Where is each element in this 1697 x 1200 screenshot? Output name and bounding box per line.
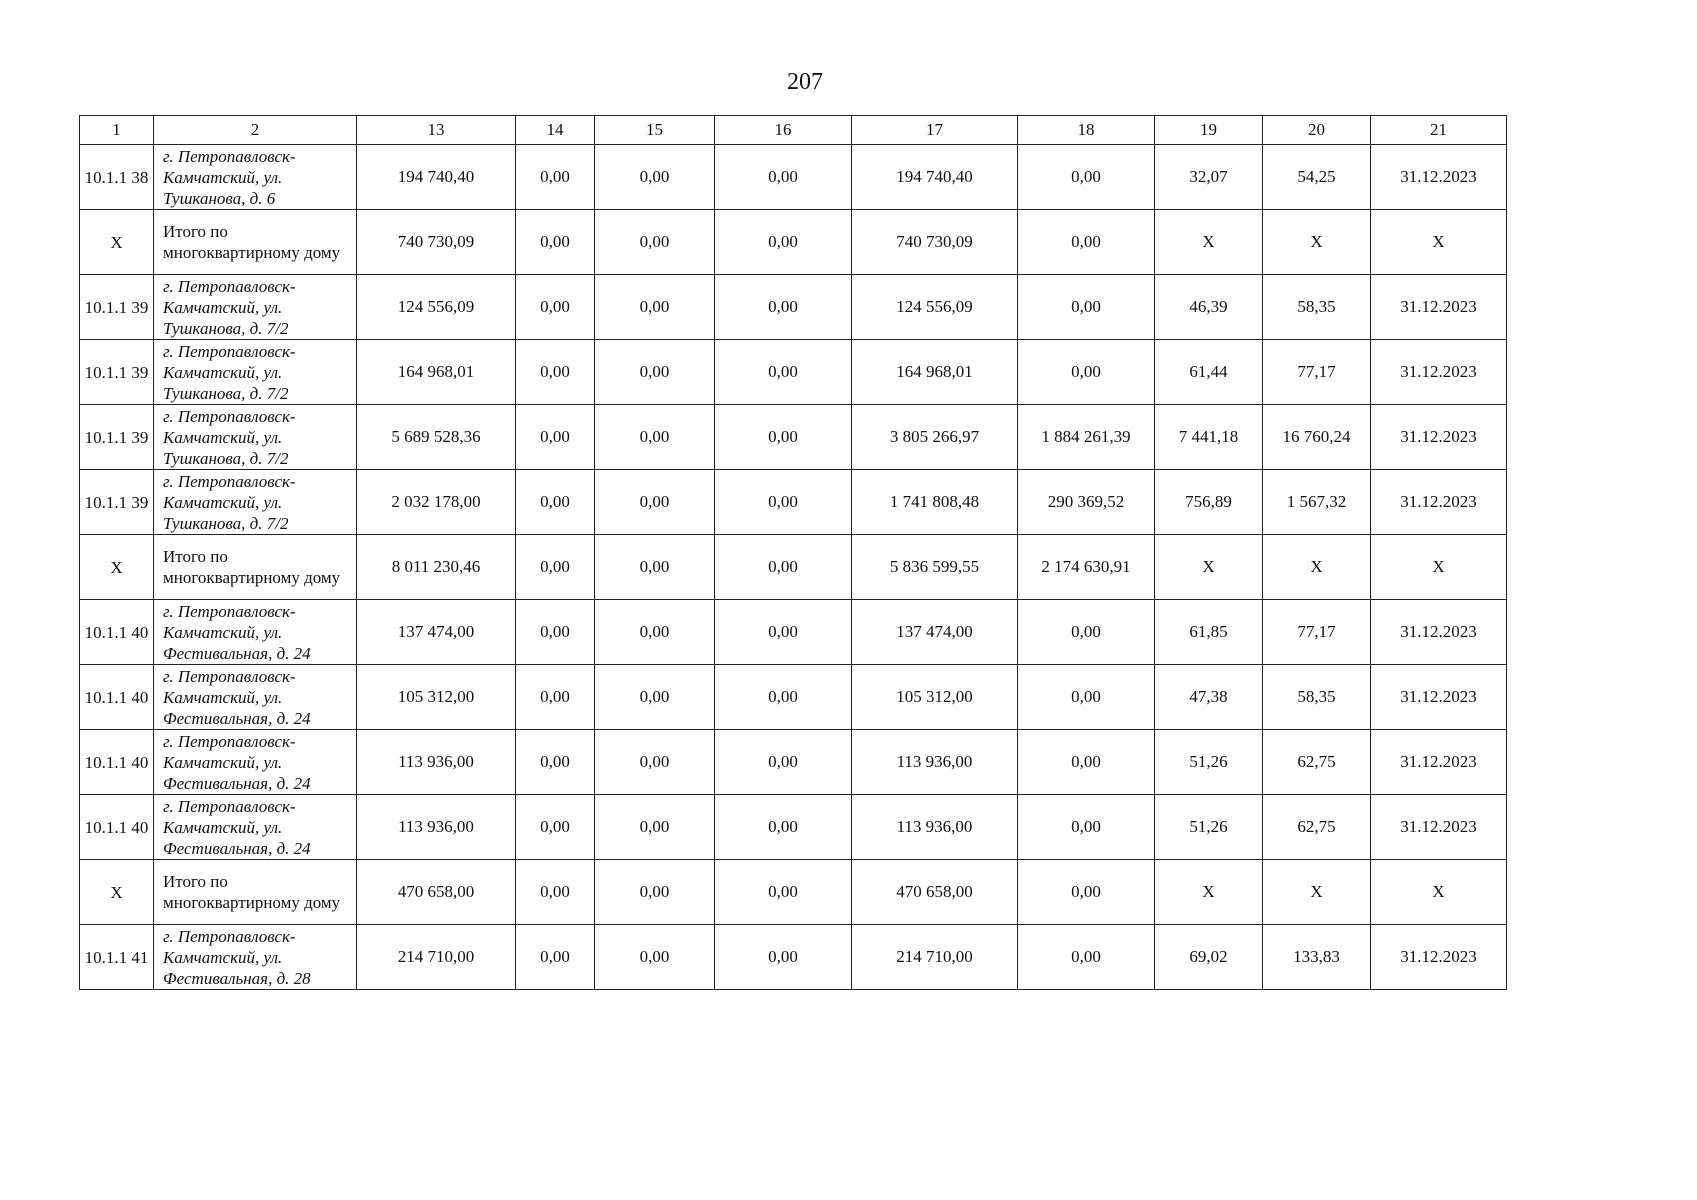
col-18-cell: 0,00	[1018, 340, 1155, 405]
address-cell: г. Петропавловск-Камчатский, ул. Тушканова, д. 7/2	[154, 470, 357, 535]
col-20-cell: X	[1263, 860, 1371, 925]
col-16-cell: 0,00	[715, 470, 852, 535]
col-16-cell: 0,00	[715, 535, 852, 600]
col-19-cell: X	[1155, 860, 1263, 925]
col-15-cell: 0,00	[595, 795, 715, 860]
col-20-cell: 16 760,24	[1263, 405, 1371, 470]
address-cell: г. Петропавловск-Камчатский, ул. Тушканова, д. 7/2	[154, 340, 357, 405]
col-16-cell: 0,00	[715, 600, 852, 665]
col-19-cell: X	[1155, 535, 1263, 600]
col-17-cell: 740 730,09	[852, 210, 1018, 275]
col-20-cell: 133,83	[1263, 925, 1371, 990]
col-13-cell: 194 740,40	[357, 145, 516, 210]
col-13-cell: 214 710,00	[357, 925, 516, 990]
date-cell: 31.12.2023	[1371, 340, 1507, 405]
col-14-cell: 0,00	[516, 665, 595, 730]
col-17-cell: 1 741 808,48	[852, 470, 1018, 535]
table-row	[80, 145, 1507, 210]
address-cell: г. Петропавловск-Камчатский, ул. Тушканова, д. 7/2	[154, 275, 357, 340]
col-17-cell: 470 658,00	[852, 860, 1018, 925]
row-number-cell: 10.1.1 40	[80, 795, 154, 860]
row-number-cell: X	[80, 210, 154, 275]
col-16-cell: 0,00	[715, 730, 852, 795]
col-18-cell: 0,00	[1018, 210, 1155, 275]
col-16-cell: 0,00	[715, 210, 852, 275]
header-row	[80, 116, 1507, 145]
header-cell: 20	[1263, 116, 1371, 145]
col-17-cell: 194 740,40	[852, 145, 1018, 210]
address-cell: г. Петропавловск-Камчатский, ул. Фестивальная, д. 24	[154, 600, 357, 665]
date-cell: 31.12.2023	[1371, 275, 1507, 340]
col-15-cell: 0,00	[595, 145, 715, 210]
header-cell: 14	[516, 116, 595, 145]
row-number-cell: 10.1.1 41	[80, 925, 154, 990]
table-row	[80, 665, 1507, 730]
col-19-cell: 61,44	[1155, 340, 1263, 405]
col-16-cell: 0,00	[715, 275, 852, 340]
address-cell: Итого по многоквартирному дому	[154, 210, 357, 275]
register-table	[79, 115, 1507, 990]
col-17-cell: 124 556,09	[852, 275, 1018, 340]
date-cell: X	[1371, 535, 1507, 600]
header-cell: 13	[357, 116, 516, 145]
col-13-cell: 5 689 528,36	[357, 405, 516, 470]
row-number-cell: 10.1.1 38	[80, 145, 154, 210]
col-17-cell: 113 936,00	[852, 795, 1018, 860]
col-16-cell: 0,00	[715, 405, 852, 470]
col-18-cell: 0,00	[1018, 145, 1155, 210]
col-19-cell: 47,38	[1155, 665, 1263, 730]
row-number-cell: 10.1.1 40	[80, 665, 154, 730]
date-cell: 31.12.2023	[1371, 600, 1507, 665]
col-14-cell: 0,00	[516, 730, 595, 795]
page-number: 207	[787, 69, 823, 95]
col-15-cell: 0,00	[595, 535, 715, 600]
col-15-cell: 0,00	[595, 340, 715, 405]
col-14-cell: 0,00	[516, 535, 595, 600]
col-13-cell: 470 658,00	[357, 860, 516, 925]
col-16-cell: 0,00	[715, 340, 852, 405]
col-15-cell: 0,00	[595, 470, 715, 535]
col-20-cell: 54,25	[1263, 145, 1371, 210]
col-18-cell: 0,00	[1018, 665, 1155, 730]
col-14-cell: 0,00	[516, 600, 595, 665]
col-13-cell: 137 474,00	[357, 600, 516, 665]
col-18-cell: 0,00	[1018, 925, 1155, 990]
address-cell: Итого по многоквартирному дому	[154, 535, 357, 600]
col-16-cell: 0,00	[715, 795, 852, 860]
header-cell: 2	[154, 116, 357, 145]
col-20-cell: 62,75	[1263, 795, 1371, 860]
col-16-cell: 0,00	[715, 925, 852, 990]
col-16-cell: 0,00	[715, 860, 852, 925]
col-20-cell: 62,75	[1263, 730, 1371, 795]
table-row	[80, 600, 1507, 665]
table-row	[80, 730, 1507, 795]
address-cell: г. Петропавловск-Камчатский, ул. Тушканова, д. 7/2	[154, 405, 357, 470]
header-cell: 16	[715, 116, 852, 145]
col-13-cell: 8 011 230,46	[357, 535, 516, 600]
table-row	[80, 925, 1507, 990]
date-cell: X	[1371, 210, 1507, 275]
col-14-cell: 0,00	[516, 925, 595, 990]
col-18-cell: 0,00	[1018, 795, 1155, 860]
table-row	[80, 795, 1507, 860]
col-18-cell: 1 884 261,39	[1018, 405, 1155, 470]
col-17-cell: 5 836 599,55	[852, 535, 1018, 600]
col-19-cell: 32,07	[1155, 145, 1263, 210]
header-cell: 21	[1371, 116, 1507, 145]
date-cell: 31.12.2023	[1371, 795, 1507, 860]
col-14-cell: 0,00	[516, 340, 595, 405]
col-14-cell: 0,00	[516, 210, 595, 275]
date-cell: 31.12.2023	[1371, 665, 1507, 730]
date-cell: 31.12.2023	[1371, 470, 1507, 535]
row-number-cell: 10.1.1 40	[80, 600, 154, 665]
row-number-cell: 10.1.1 39	[80, 405, 154, 470]
col-15-cell: 0,00	[595, 405, 715, 470]
row-number-cell: X	[80, 860, 154, 925]
col-13-cell: 113 936,00	[357, 795, 516, 860]
col-15-cell: 0,00	[595, 210, 715, 275]
col-13-cell: 113 936,00	[357, 730, 516, 795]
col-20-cell: 58,35	[1263, 275, 1371, 340]
col-18-cell: 0,00	[1018, 600, 1155, 665]
col-19-cell: 51,26	[1155, 730, 1263, 795]
col-17-cell: 105 312,00	[852, 665, 1018, 730]
col-19-cell: 7 441,18	[1155, 405, 1263, 470]
header-cell: 1	[80, 116, 154, 145]
header-cell: 18	[1018, 116, 1155, 145]
col-14-cell: 0,00	[516, 145, 595, 210]
col-18-cell: 0,00	[1018, 730, 1155, 795]
total-row	[80, 535, 1507, 600]
table-row	[80, 405, 1507, 470]
header-cell: 15	[595, 116, 715, 145]
date-cell: X	[1371, 860, 1507, 925]
date-cell: 31.12.2023	[1371, 405, 1507, 470]
col-15-cell: 0,00	[595, 925, 715, 990]
date-cell: 31.12.2023	[1371, 730, 1507, 795]
col-18-cell: 2 174 630,91	[1018, 535, 1155, 600]
col-13-cell: 124 556,09	[357, 275, 516, 340]
col-19-cell: 756,89	[1155, 470, 1263, 535]
col-13-cell: 164 968,01	[357, 340, 516, 405]
col-17-cell: 113 936,00	[852, 730, 1018, 795]
col-20-cell: 77,17	[1263, 340, 1371, 405]
col-20-cell: X	[1263, 210, 1371, 275]
col-17-cell: 137 474,00	[852, 600, 1018, 665]
address-cell: г. Петропавловск-Камчатский, ул. Тушканова, д. 6	[154, 145, 357, 210]
date-cell: 31.12.2023	[1371, 925, 1507, 990]
row-number-cell: 10.1.1 40	[80, 730, 154, 795]
table-row	[80, 470, 1507, 535]
col-15-cell: 0,00	[595, 665, 715, 730]
address-cell: г. Петропавловск-Камчатский, ул. Фестивальная, д. 28	[154, 925, 357, 990]
table-body	[80, 116, 1507, 990]
col-19-cell: 69,02	[1155, 925, 1263, 990]
date-cell: 31.12.2023	[1371, 145, 1507, 210]
col-14-cell: 0,00	[516, 795, 595, 860]
col-20-cell: X	[1263, 535, 1371, 600]
col-19-cell: 61,85	[1155, 600, 1263, 665]
header-cell: 17	[852, 116, 1018, 145]
table-row	[80, 340, 1507, 405]
row-number-cell: 10.1.1 39	[80, 470, 154, 535]
col-13-cell: 740 730,09	[357, 210, 516, 275]
row-number-cell: X	[80, 535, 154, 600]
col-19-cell: 51,26	[1155, 795, 1263, 860]
total-row	[80, 860, 1507, 925]
col-15-cell: 0,00	[595, 600, 715, 665]
col-17-cell: 3 805 266,97	[852, 405, 1018, 470]
col-16-cell: 0,00	[715, 145, 852, 210]
col-20-cell: 1 567,32	[1263, 470, 1371, 535]
col-15-cell: 0,00	[595, 860, 715, 925]
table-row	[80, 275, 1507, 340]
col-14-cell: 0,00	[516, 275, 595, 340]
col-17-cell: 214 710,00	[852, 925, 1018, 990]
col-16-cell: 0,00	[715, 665, 852, 730]
col-20-cell: 77,17	[1263, 600, 1371, 665]
address-cell: г. Петропавловск-Камчатский, ул. Фестивальная, д. 24	[154, 795, 357, 860]
address-cell: г. Петропавловск-Камчатский, ул. Фестивальная, д. 24	[154, 730, 357, 795]
total-row	[80, 210, 1507, 275]
col-14-cell: 0,00	[516, 405, 595, 470]
row-number-cell: 10.1.1 39	[80, 340, 154, 405]
header-cell: 19	[1155, 116, 1263, 145]
col-13-cell: 105 312,00	[357, 665, 516, 730]
col-18-cell: 0,00	[1018, 275, 1155, 340]
col-17-cell: 164 968,01	[852, 340, 1018, 405]
col-15-cell: 0,00	[595, 275, 715, 340]
address-cell: Итого по многоквартирному дому	[154, 860, 357, 925]
col-14-cell: 0,00	[516, 860, 595, 925]
col-19-cell: 46,39	[1155, 275, 1263, 340]
col-15-cell: 0,00	[595, 730, 715, 795]
col-13-cell: 2 032 178,00	[357, 470, 516, 535]
col-14-cell: 0,00	[516, 470, 595, 535]
col-18-cell: 0,00	[1018, 860, 1155, 925]
col-19-cell: X	[1155, 210, 1263, 275]
col-18-cell: 290 369,52	[1018, 470, 1155, 535]
col-20-cell: 58,35	[1263, 665, 1371, 730]
address-cell: г. Петропавловск-Камчатский, ул. Фестивальная, д. 24	[154, 665, 357, 730]
row-number-cell: 10.1.1 39	[80, 275, 154, 340]
